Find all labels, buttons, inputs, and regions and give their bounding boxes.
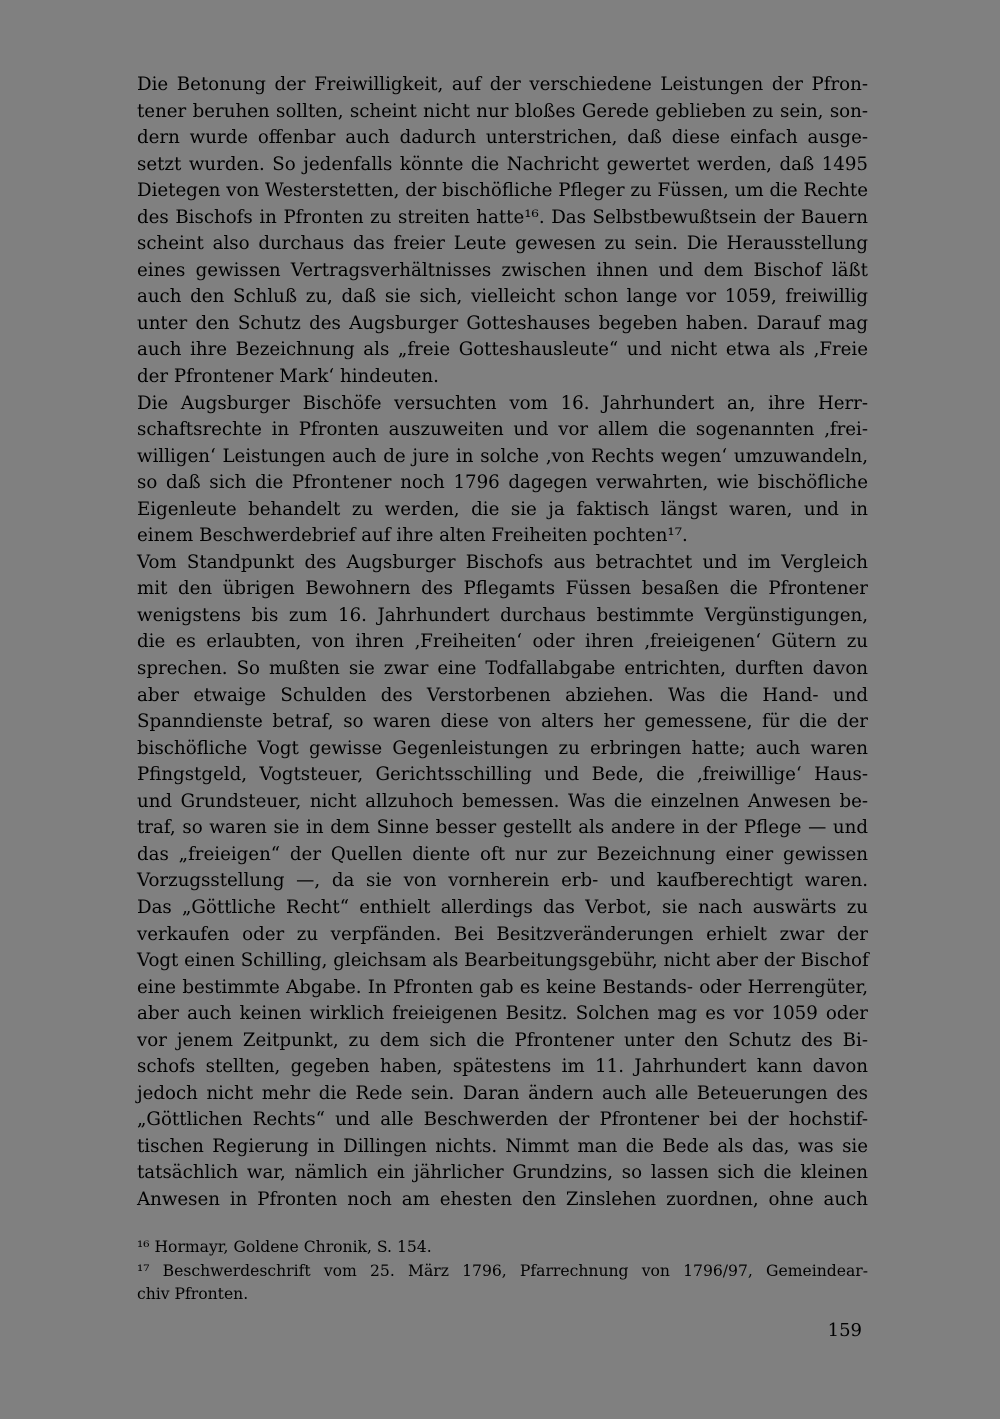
text-line: tischen Regierung in Dillingen nichts. Nimmt man die Bede als das, was sie bbox=[137, 1135, 868, 1157]
footnote-line: ¹⁷ Beschwerdeschrift vom 25. März 1796, Pfarrechnung von 1796/97, Gemeindear- bbox=[137, 1261, 868, 1280]
text-line: einem Beschwerdebrief auf ihre alten Freiheiten pochten¹⁷. bbox=[137, 525, 688, 547]
text-line: mit den übrigen Bewohnern des Pflegamts Füssen besaßen die Pfrontener bbox=[137, 578, 868, 600]
text-line: so daß sich die Pfrontener noch 1796 dagegen verwahrten, wie bischöfliche bbox=[137, 472, 868, 494]
text-line: schofs stellten, gegeben haben, spätestens im 11. Jahrhundert kann davon bbox=[137, 1056, 868, 1078]
text-line: wenigstens bis zum 16. Jahrhundert durchaus bestimmte Vergünstigungen, bbox=[137, 604, 868, 626]
text-line: die es erlaubten, von ihren ‚Freiheiten‘ oder ihren ‚freieigenen‘ Gütern zu bbox=[137, 631, 868, 653]
text-line: Vorzugsstellung —, da sie von vornherein erb- und kaufberechtigt waren. bbox=[137, 870, 868, 892]
text-line: Spanndienste betraf, so waren diese von alters her gemessene, für die der bbox=[137, 711, 868, 733]
page-number: 159 bbox=[827, 1320, 862, 1341]
text-line: Pfingstgeld, Vogtsteuer, Gerichtsschilling und Bede, die ‚freiwillige‘ Haus- bbox=[137, 764, 868, 786]
text-line: auch ihre Bezeichnung als „freie Gotteshausleute“ und nicht etwa als ‚Freie bbox=[137, 339, 868, 361]
text-line: traf, so waren sie in dem Sinne besser gestellt als andere in der Pflege — und bbox=[137, 817, 868, 839]
text-line: Dietegen von Westerstetten, der bischöfliche Pfleger zu Füssen, um die Rechte bbox=[137, 180, 868, 202]
text-line: Vogt einen Schilling, gleichsam als Bearbeitungsgebühr, nicht aber der Bischof bbox=[137, 950, 869, 972]
text-line: „Göttlichen Rechts“ und alle Beschwerden der Pfrontener bei der hochstif- bbox=[137, 1109, 868, 1131]
text-line: willigen‘ Leistungen auch de jure in solche ‚von Rechts wegen‘ umzuwandeln, bbox=[137, 445, 868, 467]
text-line: eine bestimmte Abgabe. In Pfronten gab es keine Bestands- oder Herrengüter, bbox=[137, 976, 868, 998]
text-line: schaftsrechte in Pfronten auszuweiten und vor allem die sogenannten ‚frei- bbox=[137, 419, 868, 441]
text-line: tatsächlich war, nämlich ein jährlicher Grundzins, so lassen sich die kleinen bbox=[137, 1162, 868, 1184]
text-line: aber auch keinen wirklich freieigenen Besitz. Solchen mag es vor 1059 oder bbox=[137, 1003, 868, 1025]
text-line: Die Betonung der Freiwilligkeit, auf der verschiedene Leistungen der Pfron- bbox=[137, 74, 868, 95]
text-line: und Grundsteuer, nicht allzuhoch bemessen. Was die einzelnen Anwesen be- bbox=[137, 790, 868, 812]
text-line: Vom Standpunkt des Augsburger Bischofs aus betrachtet und im Vergleich bbox=[137, 551, 868, 573]
text-line: bischöfliche Vogt gewisse Gegenleistungen zu erbringen hatte; auch waren bbox=[137, 737, 868, 759]
text-line: Anwesen in Pfronten noch am ehesten den Zinslehen zuordnen, ohne auch bbox=[137, 1188, 868, 1210]
text-line: jedoch nicht mehr die Rede sein. Daran ändern auch alle Beteuerungen des bbox=[137, 1082, 868, 1104]
text-line: das „freieigen“ der Quellen diente oft nur zur Bezeichnung einer gewissen bbox=[137, 843, 868, 865]
footnote-line: ¹⁶ Hormayr, Goldene Chronik, S. 154. bbox=[137, 1238, 432, 1256]
text-line: eines gewissen Vertragsverhältnisses zwischen ihnen und dem Bischof läßt bbox=[137, 259, 868, 281]
text-line: dern wurde offenbar auch dadurch unterstrichen, daß diese einfach ausge- bbox=[137, 127, 868, 149]
footnotes bbox=[137, 1236, 868, 1307]
text-line: des Bischofs in Pfronten zu streiten hatte¹⁶. Das Selbstbewußtsein der Bauern bbox=[137, 206, 868, 228]
text-line: vor jenem Zeitpunkt, zu dem sich die Pfrontener unter den Schutz des Bi- bbox=[137, 1029, 868, 1051]
body-text bbox=[137, 72, 868, 1214]
text-line: sprechen. So mußten sie zwar eine Todfallabgabe entrichten, durften davon bbox=[137, 658, 868, 680]
text-line: Eigenleute behandelt zu werden, die sie ja faktisch längst waren, und in bbox=[137, 498, 868, 520]
text-line: auch den Schluß zu, daß sie sich, vielleicht schon lange vor 1059, freiwillig bbox=[137, 286, 868, 308]
text-line: scheint also durchaus das freier Leute gewesen zu sein. Die Herausstellung bbox=[137, 233, 868, 255]
text-line: verkaufen oder zu verpfänden. Bei Besitzveränderungen erhielt zwar der bbox=[137, 923, 868, 945]
footnote-line: chiv Pfronten. bbox=[137, 1285, 249, 1303]
text-line: Das „Göttliche Recht“ enthielt allerdings das Verbot, sie nach auswärts zu bbox=[137, 896, 868, 918]
text-line: aber etwaige Schulden des Verstorbenen abziehen. Was die Hand- und bbox=[137, 684, 868, 706]
text-line: unter den Schutz des Augsburger Gotteshauses begeben haben. Darauf mag bbox=[137, 312, 868, 334]
text-line: der Pfrontener Mark‘ hindeuten. bbox=[137, 366, 439, 388]
text-line: Die Augsburger Bischöfe versuchten vom 16. Jahrhundert an, ihre Herr- bbox=[137, 392, 868, 414]
text-line: tener beruhen sollten, scheint nicht nur bloßes Gerede geblieben zu sein, son- bbox=[137, 100, 868, 122]
text-line: setzt wurden. So jedenfalls könnte die Nachricht gewertet werden, daß 1495 bbox=[137, 153, 868, 175]
